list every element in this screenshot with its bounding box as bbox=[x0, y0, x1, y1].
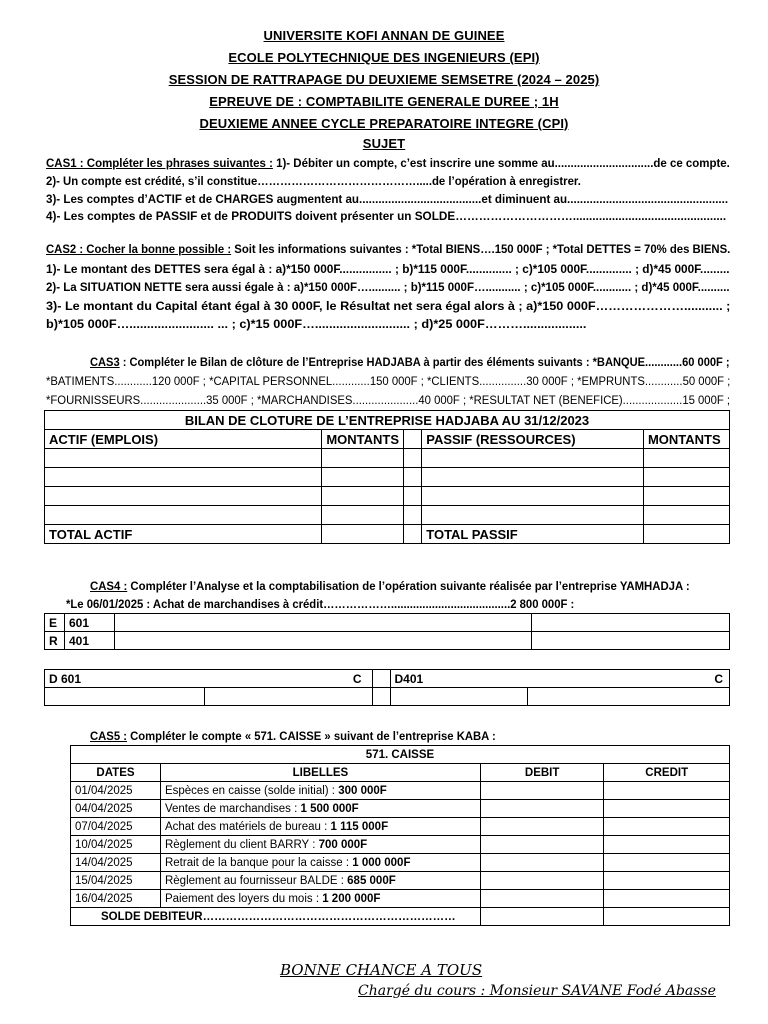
bilan-cell[interactable] bbox=[422, 468, 644, 487]
bilan-cell[interactable] bbox=[643, 449, 729, 468]
caisse-row bbox=[71, 836, 730, 854]
caisse-row-credit[interactable] bbox=[604, 836, 730, 854]
analysis-e-account: 601 bbox=[64, 614, 114, 632]
cas1-line1-text bbox=[46, 156, 730, 170]
caisse-row-label-text: Ventes de marchandises : bbox=[164, 802, 301, 815]
footer-teacher: Chargé du cours : Monsieur SAVANE Fodé Abasse bbox=[358, 983, 716, 999]
analysis-cell[interactable] bbox=[114, 632, 531, 650]
cas1-q4: 4)- Les comptes de PASSIF et de PRODUITS doivent présenter un SOLDE…………………………............................................... bbox=[46, 209, 727, 223]
bilan-cell[interactable] bbox=[322, 468, 404, 487]
caisse-solde-credit[interactable] bbox=[604, 908, 730, 926]
cas2-intro: Soit les informations suivantes : *Total BIENS….150 000F ; *Total DETTES = 70% des BIENS. bbox=[234, 242, 731, 256]
bilan-cell bbox=[404, 449, 422, 468]
bilan-cell[interactable] bbox=[322, 506, 404, 525]
caisse-row-debit[interactable] bbox=[480, 890, 604, 908]
cas1-line4 bbox=[46, 209, 763, 223]
caisse-row-credit[interactable] bbox=[604, 782, 730, 800]
t-account-401-credit: C bbox=[714, 671, 723, 686]
bilan-cell[interactable] bbox=[45, 487, 322, 506]
cas1-line2 bbox=[46, 174, 630, 188]
bilan-total-passif-value[interactable] bbox=[643, 525, 729, 544]
analysis-r-label: R bbox=[45, 632, 65, 650]
bilan-cell[interactable] bbox=[643, 487, 729, 506]
cas5-intro: Compléter le compte « 571. CAISSE » suivant de l’entreprise KABA : bbox=[126, 729, 496, 743]
analysis-cell[interactable] bbox=[532, 614, 730, 632]
cas3-title: CAS3 bbox=[90, 355, 120, 369]
caisse-row-amount: 300 000F bbox=[338, 784, 387, 797]
caisse-row-label-text: Règlement du client BARRY : bbox=[164, 838, 319, 851]
t-account-cell[interactable] bbox=[204, 688, 372, 706]
cas2-line1 bbox=[46, 242, 768, 256]
cas2-line3 bbox=[46, 280, 768, 294]
caisse-row-label-text: Achat des matériels de bureau : bbox=[164, 820, 331, 833]
bilan-col-passif: PASSIF (RESSOURCES) bbox=[422, 430, 644, 449]
caisse-col-credit: CREDIT bbox=[604, 764, 730, 782]
t-account-cell[interactable] bbox=[45, 688, 205, 706]
caisse-row-label-text: Espèces en caisse (solde initial) : bbox=[164, 784, 339, 797]
caisse-row-date: 07/04/2025 bbox=[71, 818, 161, 836]
caisse-row-credit[interactable] bbox=[604, 818, 730, 836]
bilan-row[interactable] bbox=[45, 449, 730, 468]
caisse-row-debit[interactable] bbox=[480, 854, 604, 872]
cas1-title: CAS1 : Compléter les phrases suivantes : bbox=[46, 156, 273, 170]
t-account-601-credit: C bbox=[352, 671, 362, 686]
caisse-row-amount: 700 000F bbox=[318, 838, 368, 851]
cas5-line1 bbox=[90, 729, 536, 743]
caisse-row-label bbox=[160, 854, 480, 872]
bilan-cell[interactable] bbox=[45, 449, 322, 468]
caisse-row-credit[interactable] bbox=[604, 854, 730, 872]
bilan-cell bbox=[404, 468, 422, 487]
bilan-table bbox=[44, 410, 730, 544]
cas2-q2: 2)- La SITUATION NETTE sera aussi égale à : a)*150 000F….......... ; b)*115 000F…........... ; c)*105 000F............ ; d)*45 000F.......... bbox=[46, 280, 730, 294]
cas3-data-line3: *FOURNISSEURS.....................35 000F ; *MARCHANDISES.....................40 000F ; *RESULTAT NET (BENEFICE)...................15 000F ; bbox=[46, 393, 731, 407]
t-account-cell[interactable] bbox=[528, 688, 730, 706]
cas3-line1-text bbox=[90, 355, 730, 369]
cas2-line5 bbox=[46, 317, 587, 331]
caisse-row-label bbox=[160, 890, 480, 908]
cas2-q1: 1)- Le montant des DETTES sera égal à : a)*150 000F................ ; b)*115 000F.............. ; c)*105 000F.............. ; d)*45 000F......... bbox=[46, 262, 730, 276]
analysis-e-label: E bbox=[45, 614, 65, 632]
t-account-gap bbox=[372, 688, 390, 706]
caisse-row-date: 10/04/2025 bbox=[71, 836, 161, 854]
caisse-row-label bbox=[160, 836, 480, 854]
cas3-intro: : Compléter le Bilan de clôture de l’Entreprise HADJABA à partir des éléments suivants : *BANQUE............60 000F ; bbox=[119, 355, 730, 369]
t-account-cell[interactable] bbox=[390, 688, 528, 706]
caisse-row-label bbox=[160, 782, 480, 800]
caisse-table bbox=[70, 745, 730, 926]
caisse-row-debit[interactable] bbox=[480, 800, 604, 818]
bilan-cell[interactable] bbox=[322, 449, 404, 468]
cas4-line2 bbox=[66, 597, 623, 611]
bilan-cell[interactable] bbox=[422, 487, 644, 506]
cas2-q3b: b)*105 000F…........................ ... ; c)*15 000F…........................... ; d)*25 000F……….................. bbox=[46, 317, 587, 331]
caisse-row-debit[interactable] bbox=[480, 782, 604, 800]
caisse-row bbox=[71, 800, 730, 818]
bilan-total-passif: TOTAL PASSIF bbox=[422, 525, 644, 544]
caisse-solde-debit[interactable] bbox=[480, 908, 604, 926]
t-account-gap bbox=[372, 670, 390, 688]
caisse-row-amount: 1 200 000F bbox=[322, 892, 381, 905]
caisse-row-label bbox=[160, 818, 480, 836]
cas2-title: CAS2 : Cocher la bonne possible : bbox=[46, 242, 232, 256]
caisse-row-credit[interactable] bbox=[604, 872, 730, 890]
bilan-total-actif-value[interactable] bbox=[322, 525, 404, 544]
bilan-cell[interactable] bbox=[45, 506, 322, 525]
caisse-row-date: 15/04/2025 bbox=[71, 872, 161, 890]
cas3-data-line2: *BATIMENTS............120 000F ; *CAPITAL PERSONNEL............150 000F ; *CLIENTS...............30 000F ; *EMPRUNTS............50 000F ; bbox=[46, 374, 731, 388]
bilan-cell bbox=[404, 525, 422, 544]
caisse-row-label-text: Paiement des loyers du mois : bbox=[164, 892, 323, 905]
caisse-row-label-text: Retrait de la banque pour la caisse : bbox=[164, 856, 353, 869]
header-subject: SUJET bbox=[362, 136, 406, 151]
caisse-col-libelles: LIBELLES bbox=[160, 764, 480, 782]
bilan-title: BILAN DE CLOTURE DE L’ENTREPRISE HADJABA AU 31/12/2023 bbox=[45, 411, 730, 430]
cas5-title: CAS5 : bbox=[90, 729, 127, 743]
cas3-line3 bbox=[46, 393, 768, 407]
cas1-q1: 1)- Débiter un compte, c’est inscrire une somme au...............................de ce compte. bbox=[276, 156, 730, 170]
caisse-row bbox=[71, 890, 730, 908]
bilan-row[interactable] bbox=[45, 506, 730, 525]
analysis-r-account: 401 bbox=[64, 632, 114, 650]
bilan-cell[interactable] bbox=[322, 487, 404, 506]
cas1-q3: 3)- Les comptes d’ACTIF et de CHARGES augmentent au......................................et diminuent au.................................................. bbox=[46, 192, 729, 206]
bilan-row[interactable] bbox=[45, 487, 730, 506]
t-accounts-table bbox=[44, 669, 730, 706]
caisse-row bbox=[71, 872, 730, 890]
caisse-row-amount: 685 000F bbox=[347, 874, 396, 887]
t-account-601-debit: D 601 bbox=[49, 671, 82, 686]
caisse-row bbox=[71, 782, 730, 800]
cas4-intro: Compléter l’Analyse et la comptabilisation de l’opération suivante réalisée par l’entreprise YAMHADJA : bbox=[127, 579, 690, 593]
bilan-col-gap bbox=[404, 430, 422, 449]
bilan-total-actif: TOTAL ACTIF bbox=[45, 525, 322, 544]
caisse-row-debit[interactable] bbox=[480, 872, 604, 890]
bilan-cell[interactable] bbox=[422, 449, 644, 468]
analysis-cell[interactable] bbox=[114, 614, 531, 632]
bilan-cell[interactable] bbox=[643, 506, 729, 525]
bilan-cell bbox=[404, 487, 422, 506]
caisse-row-date: 01/04/2025 bbox=[71, 782, 161, 800]
caisse-solde: SOLDE DEBITEUR………………………………………………………… bbox=[71, 908, 481, 926]
header-school: ECOLE POLYTECHNIQUE DES INGENIEURS (EPI) bbox=[228, 50, 540, 65]
bilan-cell bbox=[404, 506, 422, 525]
cas1-line1 bbox=[46, 156, 768, 170]
t-account-401-header bbox=[390, 670, 730, 688]
cas1-q2: 2)- Un compte est crédité, s’il constitue…………………………………….....de l’opération à enregistrer. bbox=[46, 174, 581, 188]
cas2-line1-text bbox=[46, 242, 730, 256]
caisse-col-debit: DEBIT bbox=[480, 764, 604, 782]
cas1-line3 bbox=[46, 192, 768, 206]
cas4-title: CAS4 : bbox=[90, 579, 128, 593]
cas4-line1-text bbox=[90, 579, 690, 593]
caisse-row-date: 16/04/2025 bbox=[71, 890, 161, 908]
header-session: SESSION DE RATTRAPAGE DU DEUXIEME SEMSETRE (2024 – 2025) bbox=[168, 72, 600, 87]
caisse-row-amount: 1 000 000F bbox=[352, 856, 411, 869]
caisse-row bbox=[71, 854, 730, 872]
header-university: UNIVERSITE KOFI ANNAN DE GUINEE bbox=[263, 28, 505, 43]
analysis-table bbox=[44, 613, 730, 650]
cas3-line2 bbox=[46, 374, 768, 388]
bilan-cell[interactable] bbox=[45, 468, 322, 487]
analysis-cell[interactable] bbox=[532, 632, 730, 650]
caisse-row bbox=[71, 818, 730, 836]
bilan-cell[interactable] bbox=[643, 468, 729, 487]
header-cycle: DEUXIEME ANNEE CYCLE PREPARATOIRE INTEGRE (CPI) bbox=[199, 116, 569, 131]
cas4-operation: *Le 06/01/2025 : Achat de marchandises à crédit………………......................................2 800 000F : bbox=[66, 597, 575, 611]
caisse-row-credit[interactable] bbox=[604, 890, 730, 908]
caisse-col-dates: DATES bbox=[71, 764, 161, 782]
t-account-401-debit: D401 bbox=[394, 671, 424, 686]
bilan-col-actif: ACTIF (EMPLOIS) bbox=[45, 430, 322, 449]
t-account-601-header bbox=[45, 670, 373, 688]
caisse-row-label bbox=[160, 872, 480, 890]
cas5-line1-text bbox=[90, 729, 496, 743]
bilan-cell[interactable] bbox=[422, 506, 644, 525]
cas4-line1 bbox=[90, 579, 744, 593]
bilan-row[interactable] bbox=[45, 468, 730, 487]
caisse-row-debit[interactable] bbox=[480, 818, 604, 836]
caisse-row-date: 04/04/2025 bbox=[71, 800, 161, 818]
caisse-row-amount: 1 500 000F bbox=[300, 802, 359, 815]
caisse-row-date: 14/04/2025 bbox=[71, 854, 161, 872]
header-exam: EPREUVE DE : COMPTABILITE GENERALE DUREE ; 1H bbox=[209, 94, 559, 109]
bilan-col-montants: MONTANTS bbox=[322, 430, 404, 449]
bilan-col-montants2: MONTANTS bbox=[643, 430, 729, 449]
cas3-line1 bbox=[90, 355, 768, 369]
cas2-line4 bbox=[46, 299, 731, 313]
caisse-row-label-text: Règlement au fournisseur BALDE : bbox=[164, 874, 348, 887]
caisse-row-credit[interactable] bbox=[604, 800, 730, 818]
caisse-row-label bbox=[160, 800, 480, 818]
caisse-title: 571. CAISSE bbox=[71, 746, 730, 764]
footer-good-luck: BONNE CHANCE A TOUS bbox=[280, 961, 483, 979]
cas2-line2 bbox=[46, 262, 764, 276]
caisse-row-debit[interactable] bbox=[480, 836, 604, 854]
caisse-row-amount: 1 115 000F bbox=[330, 820, 389, 833]
cas2-q3a: 3)- Le montant du Capital étant égal à 30 000F, le Résultat net sera égal alors à ; a)*150 000F…………………........... ; bbox=[46, 299, 731, 313]
